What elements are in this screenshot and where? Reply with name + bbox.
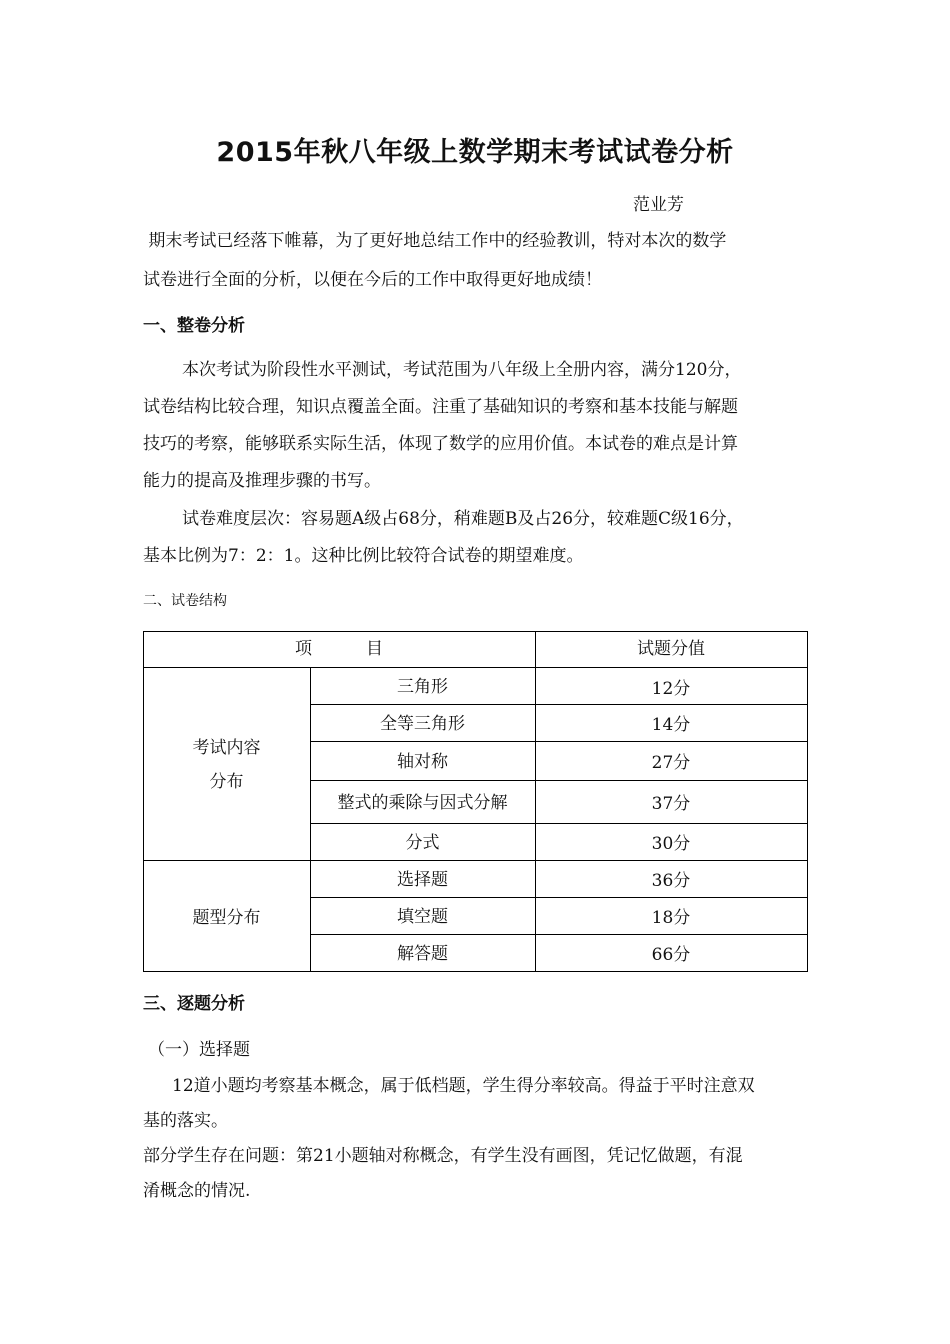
author-name: 范业芳 xyxy=(633,195,684,215)
table-cell-value: 14分 xyxy=(651,715,691,735)
s1-para1-line-1: 本次考试为阶段性水平测试，考试范围为八年级上全册内容，满分120分， xyxy=(182,360,742,380)
table-cell-item: 分式 xyxy=(405,833,440,853)
s3-para2-line-1: 部分学生存在问题：第21小题轴对称概念，有学生没有画图，凭记忆做题，有混 xyxy=(143,1146,743,1166)
s3-para2-line-2: 淆概念的情况. xyxy=(143,1181,251,1201)
table-cell-item: 填空题 xyxy=(397,907,448,927)
subsection-choice-heading: （一）选择题 xyxy=(148,1040,250,1060)
section2-heading: 二、试卷结构 xyxy=(143,593,227,609)
document-title: 2015年秋八年级上数学期末考试试卷分析 xyxy=(216,137,734,168)
table-cell-item: 三角形 xyxy=(397,677,448,697)
group2-label: 题型分布 xyxy=(192,908,261,928)
section1-heading: 一、整卷分析 xyxy=(143,316,245,336)
s3-para1-line-1: 12道小题均考察基本概念，属于低档题，学生得分率较高。得益于平时注意双 xyxy=(172,1076,755,1096)
s1-para1-line-3: 技巧的考察，能够联系实际生活，体现了数学的应用价值。本试卷的难点是计算 xyxy=(143,434,738,454)
group1-label-line-1: 考试内容 xyxy=(192,738,261,758)
intro-line-2: 试卷进行全面的分析，以便在今后的工作中取得更好地成绩！ xyxy=(143,270,602,290)
s1-para1-line-2: 试卷结构比较合理，知识点覆盖全面。注重了基础知识的考察和基本技能与解题 xyxy=(143,397,738,417)
table-cell-value: 27分 xyxy=(651,753,691,773)
table-cell-item: 全等三角形 xyxy=(380,714,465,734)
table-cell-value: 30分 xyxy=(651,834,691,854)
table-cell-item: 解答题 xyxy=(397,944,448,964)
section3-heading: 三、逐题分析 xyxy=(143,994,245,1014)
table-cell-value: 66分 xyxy=(651,945,691,965)
s1-para2-line-1: 试卷难度层次：容易题A级占68分，稍难题B及占26分，较难题C级16分， xyxy=(182,509,744,529)
table-cell-value: 36分 xyxy=(651,871,691,891)
table-cell-item: 整式的乘除与因式分解 xyxy=(337,793,508,813)
table-cell-item: 轴对称 xyxy=(397,752,448,772)
table-cell-value: 18分 xyxy=(651,908,691,928)
table-header-item: 项 目 xyxy=(294,639,384,659)
s1-para2-line-2: 基本比例为7：2：1。这种比例比较符合试卷的期望难度。 xyxy=(143,546,584,566)
intro-line-1: 期末考试已经落下帷幕，为了更好地总结工作中的经验教训，特对本次的数学 xyxy=(143,231,727,251)
table-cell-value: 37分 xyxy=(651,794,691,814)
table-cell-item: 选择题 xyxy=(397,870,448,890)
group1-label-line-2: 分布 xyxy=(209,772,244,792)
s1-para1-line-4: 能力的提高及推理步骤的书写。 xyxy=(143,471,381,491)
table-header-value: 试题分值 xyxy=(637,639,705,659)
s3-para1-line-2: 基的落实。 xyxy=(143,1111,228,1131)
table-cell-value: 12分 xyxy=(651,679,691,699)
